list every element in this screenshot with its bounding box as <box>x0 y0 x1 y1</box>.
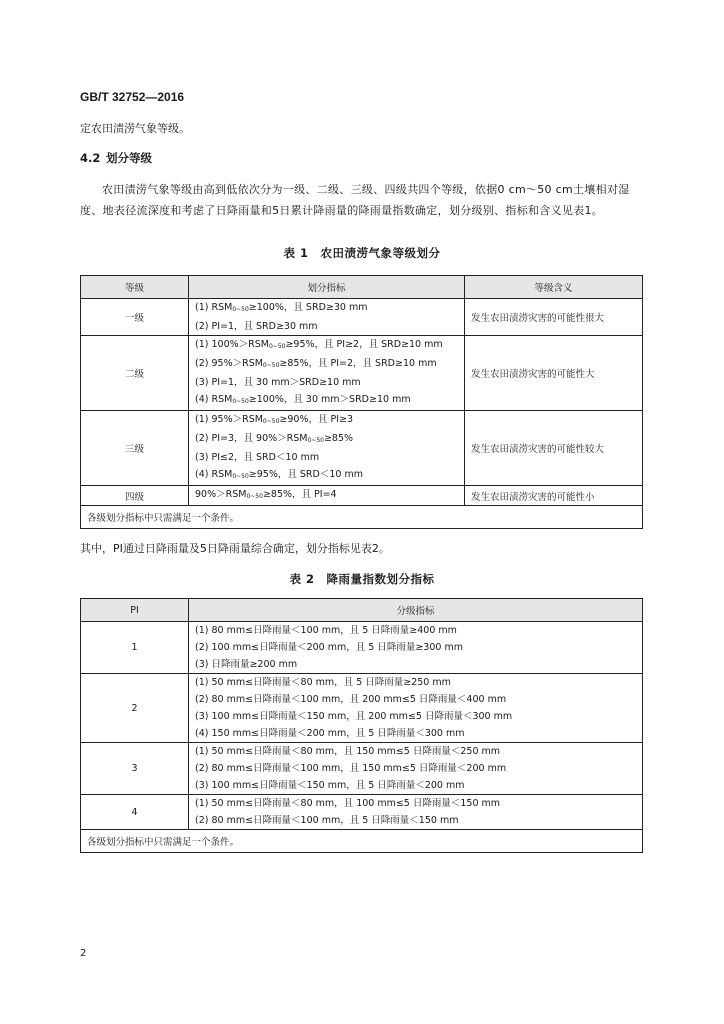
criterion-line: (3) 100 mm≤日降雨量＜150 mm，且 200 mm≤5 日降雨量＜300 mm <box>195 711 513 722</box>
pi-cell: 3 <box>81 743 189 795</box>
criterion-line: (2) 80 mm≤日降雨量＜100 mm，且 5 日降雨量＜150 mm <box>195 815 459 826</box>
level-cell: 三级 <box>81 411 189 486</box>
criterion-line: 90%＞RSM0~50≥85%，且 PI=4 <box>195 489 337 500</box>
table-row <box>81 486 643 506</box>
level-cell: 四级 <box>81 486 189 506</box>
table-row <box>81 674 643 743</box>
table1-header-cell: 等级 <box>81 276 189 299</box>
criteria-cell <box>189 795 643 830</box>
level-cell: 一级 <box>81 299 189 336</box>
meaning-cell: 发生农田渍涝灾害的可能性大 <box>465 336 643 411</box>
table2-caption: 表 2 降雨量指数划分指标 <box>289 572 435 586</box>
criterion-line: (3) PI=1，且 30 mm＞SRD≥10 mm <box>195 377 361 388</box>
page-number: 2 <box>80 948 87 959</box>
standard-code: GB/T 32752—2016 <box>80 90 185 104</box>
criterion-line: (1) RSM0~50≥100%，且 SRD≥30 mm <box>195 302 368 313</box>
table-note: 各级划分指标中只需满足一个条件。 <box>81 506 643 529</box>
table2-header-cell: PI <box>81 599 189 622</box>
meaning-cell: 发生农田渍涝灾害的可能性较大 <box>465 411 643 486</box>
table-row <box>81 743 643 795</box>
criterion-line: (2) 80 mm≤日降雨量＜100 mm，且 200 mm≤5 日降雨量＜400 mm <box>195 694 507 705</box>
table-row <box>81 336 643 411</box>
criteria-cell <box>189 622 643 674</box>
criterion-line: (3) PI≤2，且 SRD＜10 mm <box>195 452 320 463</box>
section-number: 4.2 <box>80 151 101 165</box>
criterion-line: (4) RSM0~50≥100%，且 30 mm＞SRD≥10 mm <box>195 394 411 405</box>
table-row <box>81 795 643 830</box>
table-row <box>81 622 643 674</box>
criterion-line: (2) PI=1，且 SRD≥30 mm <box>195 321 318 332</box>
criteria-cell <box>189 411 465 486</box>
pi-cell: 1 <box>81 622 189 674</box>
criterion-line: (4) 150 mm≤日降雨量＜200 mm，且 5 日降雨量＜300 mm <box>195 728 465 739</box>
table1 <box>80 275 643 529</box>
table-note-row <box>81 506 643 529</box>
section-heading <box>80 150 152 166</box>
criterion-line: (1) 50 mm≤日降雨量＜80 mm，且 5 日降雨量≥250 mm <box>195 677 451 688</box>
table2-header-cell: 分级指标 <box>189 599 643 622</box>
pi-cell: 2 <box>81 674 189 743</box>
intro-tail-text: 定农田渍涝气象等级。 <box>80 122 190 135</box>
criterion-line: (3) 日降雨量≥200 mm <box>195 659 298 670</box>
criteria-cell <box>189 299 465 336</box>
table-note-row <box>81 830 643 853</box>
criterion-line: (2) 100 mm≤日降雨量＜200 mm，且 5 日降雨量≥300 mm <box>195 642 463 653</box>
table1-caption: 表 1 农田渍涝气象等级划分 <box>283 246 441 260</box>
criterion-line: (1) 80 mm≤日降雨量＜100 mm，且 5 日降雨量≥400 mm <box>195 625 457 636</box>
criterion-line: (3) 100 mm≤日降雨量＜150 mm，且 5 日降雨量＜200 mm <box>195 780 465 791</box>
table-note: 各级划分指标中只需满足一个条件。 <box>81 830 643 853</box>
criterion-line: (1) 100%＞RSM0~50≥95%，且 PI≥2，且 SRD≥10 mm <box>195 339 443 350</box>
pi-cell: 4 <box>81 795 189 830</box>
criteria-cell <box>189 486 465 506</box>
meaning-cell: 发生农田渍涝灾害的可能性很大 <box>465 299 643 336</box>
table1-header-cell: 等级含义 <box>465 276 643 299</box>
table-row <box>81 299 643 336</box>
criterion-line: (1) 50 mm≤日降雨量＜80 mm，且 100 mm≤5 日降雨量＜150 mm <box>195 798 501 809</box>
criteria-cell <box>189 674 643 743</box>
criterion-line: (2) 95%＞RSM0~50≥85%，且 PI=2，且 SRD≥10 mm <box>195 358 437 369</box>
criteria-cell <box>189 743 643 795</box>
table1-header-row <box>81 276 643 299</box>
body-paragraph: 农田渍涝气象等级由高到低依次分为一级、二级、三级、四级共四个等级，依据0 cm～50 cm土壤相对湿度、地表径流深度和考虑了日降雨量和5日累计降雨量的降雨量指数确定，划分级别、指标和含义见表1。 <box>80 183 630 217</box>
criterion-line: (4) RSM0~50≥95%，且 SRD＜10 mm <box>195 469 363 480</box>
criterion-line: (1) 95%＞RSM0~50≥90%，且 PI≥3 <box>195 414 354 425</box>
table1-header-cell: 划分指标 <box>189 276 465 299</box>
meaning-cell: 发生农田渍涝灾害的可能性小 <box>465 486 643 506</box>
level-cell: 二级 <box>81 336 189 411</box>
criterion-line: (1) 50 mm≤日降雨量＜80 mm，且 150 mm≤5 日降雨量＜250 mm <box>195 746 501 757</box>
criteria-cell <box>189 336 465 411</box>
criterion-line: (2) PI=3，且 90%＞RSM0~50≥85% <box>195 433 354 444</box>
section-title: 划分等级 <box>106 151 152 165</box>
table2-header-row <box>81 599 643 622</box>
criterion-line: (2) 80 mm≤日降雨量＜100 mm，且 150 mm≤5 日降雨量＜200 mm <box>195 763 507 774</box>
table2 <box>80 598 643 853</box>
table-row <box>81 411 643 486</box>
mid-paragraph: 其中，PI通过日降雨量及5日降雨量综合确定，划分指标见表2。 <box>80 542 390 555</box>
